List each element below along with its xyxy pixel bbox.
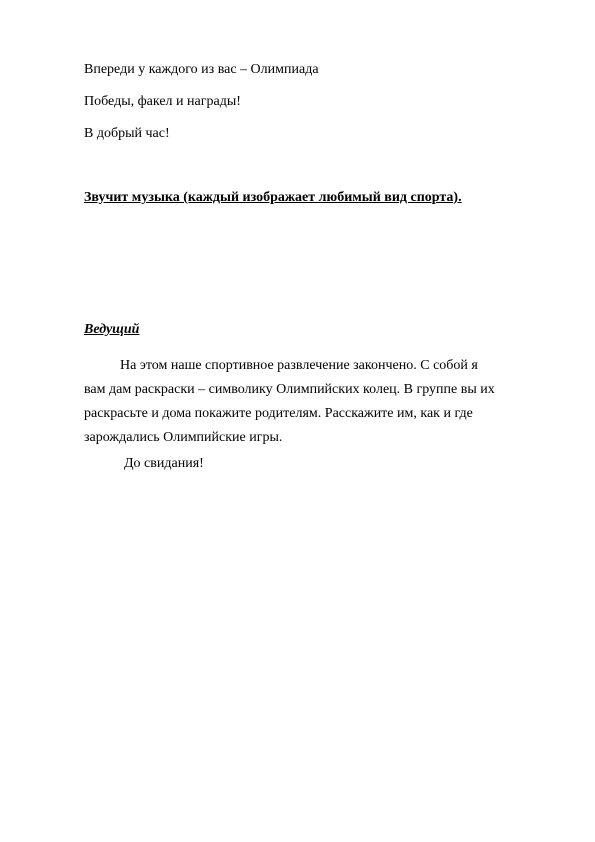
closing-paragraph [84,354,554,450]
paragraph-line-1: На этом наше спортивное развлечение закончено. С собой я [120,358,478,373]
speaker-label: Ведущий [84,322,140,337]
farewell-line: До свидания! [124,456,204,471]
paragraph-line-2: вам дам раскраски – символику Олимпийских колец. В группе вы их [84,382,495,397]
verse-line-2: Победы, факел и награды! [84,94,241,109]
stage-direction: Звучит музыка (каждый изображает любимый вид спорта). [84,190,462,205]
verse-line-1: Впереди у каждого из вас – Олимпиада [84,62,319,77]
verse-line-3: В добрый час! [84,126,170,141]
paragraph-line-4: зарождались Олимпийские игры. [84,430,283,445]
paragraph-line-3: раскрасьте и дома покажите родителям. Расскажите им, как и где [84,406,473,421]
